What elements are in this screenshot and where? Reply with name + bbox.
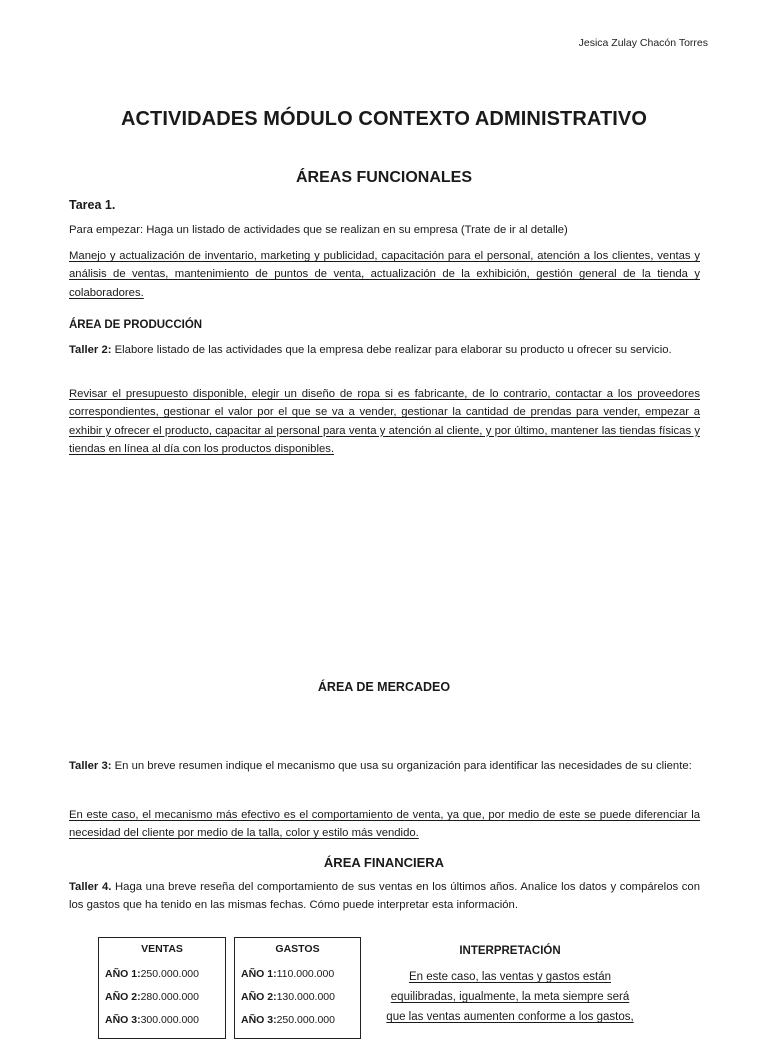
document-author: Jesica Zulay Chacón Torres bbox=[578, 37, 708, 49]
section-title-funcionales: ÁREAS FUNCIONALES bbox=[295, 169, 472, 186]
produccion-heading: ÁREA DE PRODUCCIÓN bbox=[69, 319, 203, 331]
interpretacion-title: INTERPRETACIÓN bbox=[459, 945, 561, 957]
mercadeo-heading: ÁREA DE MERCADEO bbox=[317, 680, 451, 694]
taller2-label: Taller 2: bbox=[69, 344, 112, 356]
gastos-row: AÑO 2:130.000.000 bbox=[241, 991, 335, 1003]
interpretacion-text: En este caso, las ventas y gastos están equilibradas, igualmente, la meta siempre será que las ventas aumenten conforme a los gastos, bbox=[386, 971, 634, 1023]
document-title: ACTIVIDADES MÓDULO CONTEXTO ADMINISTRATIVO bbox=[120, 108, 648, 130]
tarea1-label: Tarea 1. bbox=[69, 198, 116, 212]
taller2-answer: Revisar el presupuesto disponible, elegir un diseño de ropa si es fabricante, de lo contrario, contactar a los proveedores correspondientes, gestionar el valor por el que se va a vender, gestionar la cantidad de prendas para vender, empezar a exhibir y ofrecer el producto, capacitar al personal para venta y atención al cliente, y por último, mantener las tiendas físicas y tiendas en línea al día con los productos disponibles. bbox=[69, 388, 700, 455]
ventas-header: VENTAS bbox=[141, 943, 183, 955]
gastos-header: GASTOS bbox=[275, 943, 320, 955]
taller2-paragraph bbox=[69, 341, 700, 359]
financiera-heading: ÁREA FINANCIERA bbox=[323, 855, 445, 870]
tarea1-prompt: Para empezar: Haga un listado de actividades que se realizan en su empresa (Trate de ir al detalle) bbox=[69, 224, 568, 236]
ventas-row: AÑO 2:280.000.000 bbox=[105, 991, 199, 1003]
ventas-row: AÑO 1:250.000.000 bbox=[105, 968, 199, 980]
taller2-prompt: Elabore listado de las actividades que la empresa debe realizar para elaborar su producto u ofrecer su servicio. bbox=[111, 344, 672, 356]
taller4-prompt: Haga una breve reseña del comportamiento de sus ventas en los últimos años. Analice los datos y compárelos con los gastos que ha tenido en las mismas fechas. Cómo puede interpretar esta información. bbox=[69, 881, 700, 912]
ventas-row: AÑO 3:300.000.000 bbox=[105, 1014, 199, 1026]
taller3-prompt: En un breve resumen indique el mecanismo que usa su organización para identificar las necesidades de su cliente: bbox=[111, 760, 692, 772]
taller3-label: Taller 3: bbox=[69, 760, 112, 772]
tarea1-answer: Manejo y actualización de inventario, marketing y publicidad, capacitación para el personal, atención a los clientes, ventas y análisis de ventas, mantenimiento de puntos de venta, actualización de la exhibición, gestión general de la tienda y colaboradores. bbox=[69, 250, 700, 299]
taller3-paragraph bbox=[69, 757, 700, 775]
gastos-row: AÑO 3:250.000.000 bbox=[241, 1014, 335, 1026]
gastos-row: AÑO 1:110.000.000 bbox=[241, 968, 335, 980]
taller4-label: Taller 4. bbox=[69, 881, 112, 893]
taller3-answer: En este caso, el mecanismo más efectivo es el comportamiento de venta, ya que, por medio de este se puede diferenciar la necesidad del cliente por medio de la talla, color y estilo más vendido. bbox=[69, 809, 700, 840]
taller4-paragraph bbox=[69, 878, 700, 915]
